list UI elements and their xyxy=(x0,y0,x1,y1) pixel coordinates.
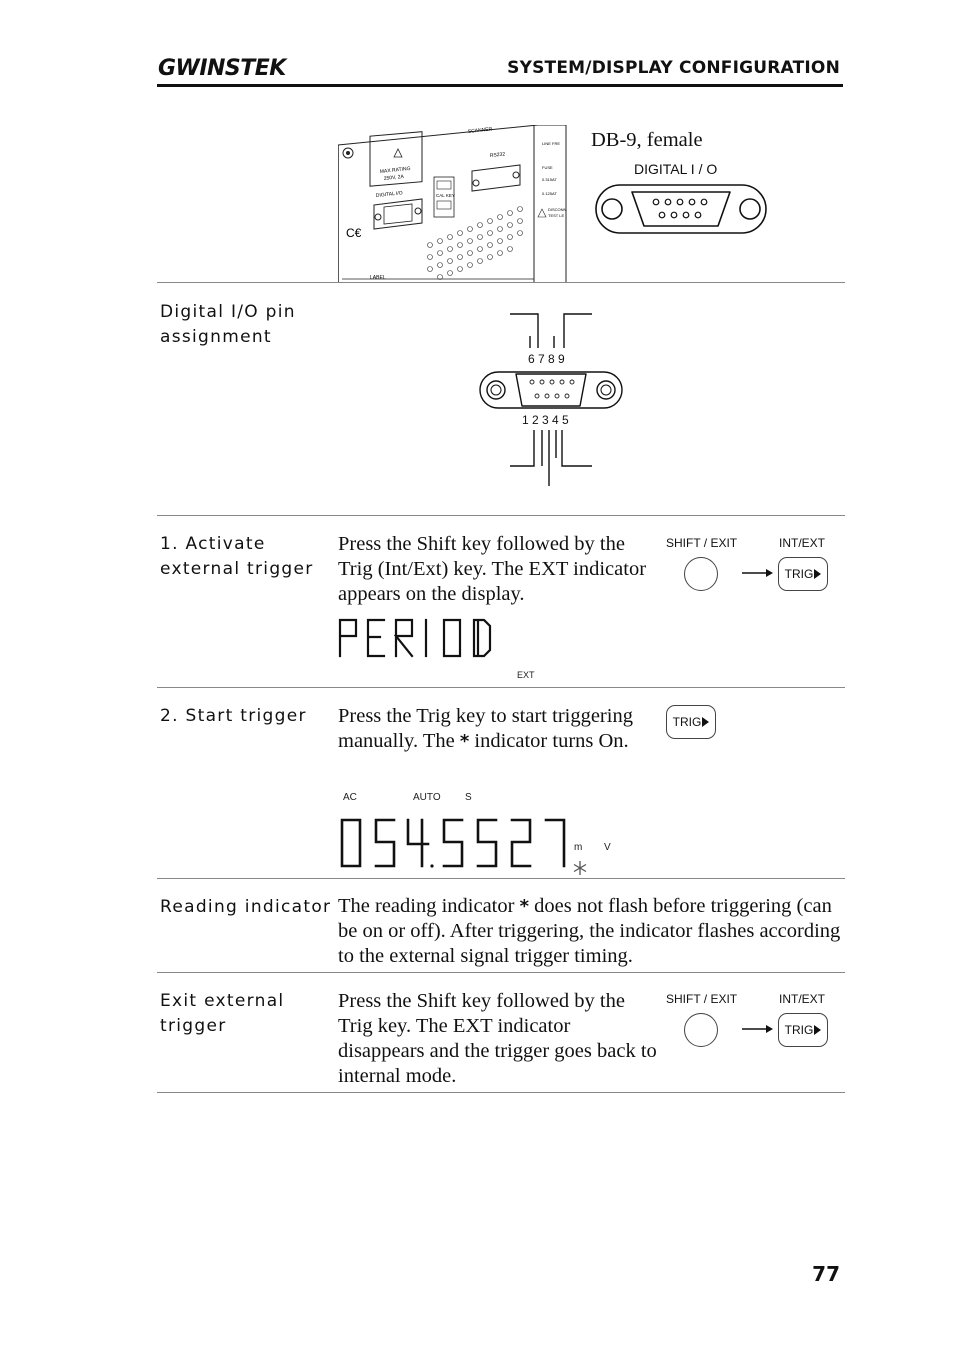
display-reading xyxy=(338,816,572,872)
row-divider xyxy=(157,515,845,516)
start-trigger-label: 2. Start trigger xyxy=(160,706,307,726)
row-divider xyxy=(157,687,845,688)
row-divider xyxy=(157,282,845,283)
svg-text:LABEL: LABEL xyxy=(370,275,386,281)
display-period xyxy=(336,616,500,660)
pin-assignment-diagram xyxy=(478,310,624,488)
shift-key[interactable] xyxy=(684,557,718,591)
svg-text:LINE FRE: LINE FRE xyxy=(542,141,561,146)
svg-text:FUSE: FUSE xyxy=(542,165,553,170)
annunciator-ac: AC xyxy=(343,792,357,803)
ext-indicator: EXT xyxy=(517,670,535,680)
svg-text:RS232: RS232 xyxy=(489,151,506,159)
activate-trigger-label: 1. Activate external trigger xyxy=(160,534,314,579)
reading-indicator-label: Reading indicator xyxy=(160,897,332,917)
row-divider xyxy=(157,1092,845,1093)
trig-key-label: TRIG xyxy=(672,715,702,729)
reading-indicator-asterisk: * xyxy=(459,731,470,752)
rear-panel-illustration xyxy=(338,125,568,283)
svg-text:CAL KEY: CAL KEY xyxy=(436,193,455,198)
row-divider xyxy=(157,972,845,973)
trig-key[interactable] xyxy=(666,705,716,739)
asterisk-icon xyxy=(572,860,588,876)
section-title: SYSTEM/DISPLAY CONFIGURATION xyxy=(507,58,840,78)
play-icon xyxy=(702,717,709,727)
svg-text:0.315AT: 0.315AT xyxy=(542,177,557,182)
play-icon xyxy=(814,1025,821,1035)
play-icon xyxy=(814,569,821,579)
db9-connector-icon xyxy=(594,182,768,238)
unit: V xyxy=(604,842,611,853)
svg-text:250V, 2A: 250V, 2A xyxy=(383,173,405,182)
connector-label: DIGITAL I / O xyxy=(634,161,718,177)
row-divider xyxy=(157,878,845,879)
pin-assignment-label: Digital I/O pin assignment xyxy=(160,302,296,347)
svg-text:TEST LE: TEST LE xyxy=(548,213,565,218)
svg-text:MAX RATING: MAX RATING xyxy=(379,165,411,175)
activate-trigger-text: Press the Shift key followed by the Trig (Int/Ext) key. The EXT indicator appears on the display. xyxy=(338,533,647,605)
reading-indicator-text-a: The reading indicator xyxy=(338,895,515,917)
trig-key[interactable] xyxy=(778,557,828,591)
header-rule xyxy=(157,84,843,87)
shift-exit-label: SHIFT / EXIT xyxy=(666,992,738,1006)
trig-key[interactable] xyxy=(778,1013,828,1047)
pins-top-numbers: 6 7 8 9 xyxy=(528,352,565,366)
arrow-right-icon xyxy=(742,1022,774,1036)
annunciator-auto: AUTO xyxy=(413,792,441,803)
pins-bottom-numbers: 1 2 3 4 5 xyxy=(522,413,569,427)
connector-caption: DB-9, female xyxy=(591,129,703,151)
page-number: 77 xyxy=(812,1262,840,1286)
exit-trigger-text: Press the Shift key followed by the Trig key. The EXT indicator disappears and the trigger goes back to internal mode. xyxy=(338,990,657,1087)
reading-indicator-text xyxy=(338,894,846,969)
int-ext-label: INT/EXT xyxy=(779,992,826,1006)
start-trigger-text-b: indicator turns On. xyxy=(474,730,629,752)
reading-indicator-asterisk: * xyxy=(519,896,529,917)
arrow-right-icon xyxy=(742,566,774,580)
int-ext-label: INT/EXT xyxy=(779,536,826,550)
brand-logo: GWINSTEK xyxy=(158,56,286,81)
exit-trigger-label: Exit external trigger xyxy=(160,991,285,1036)
shift-key[interactable] xyxy=(684,1013,718,1047)
unit-prefix: m xyxy=(574,842,583,853)
trig-key-label: TRIG xyxy=(784,1023,814,1037)
start-trigger-text-a: Press the Trig key to start triggering manually. The xyxy=(338,705,633,752)
svg-text:DIGITAL I/O: DIGITAL I/O xyxy=(375,190,404,199)
annunciator-s: S xyxy=(465,792,472,803)
svg-text:SCANNER: SCANNER xyxy=(467,126,493,135)
svg-text:DISCONN: DISCONN xyxy=(548,207,567,212)
shift-exit-label: SHIFT / EXIT xyxy=(666,536,738,550)
start-trigger-text xyxy=(338,704,656,754)
svg-text:0.125AT: 0.125AT xyxy=(542,191,557,196)
trig-key-label: TRIG xyxy=(784,567,814,581)
reading-indicator-text-b: does not flash before triggering (can be on or off). After triggering, the indicator flashes according to the external signal trigger timing. xyxy=(338,895,841,967)
svg-text:C€: C€ xyxy=(346,226,362,240)
